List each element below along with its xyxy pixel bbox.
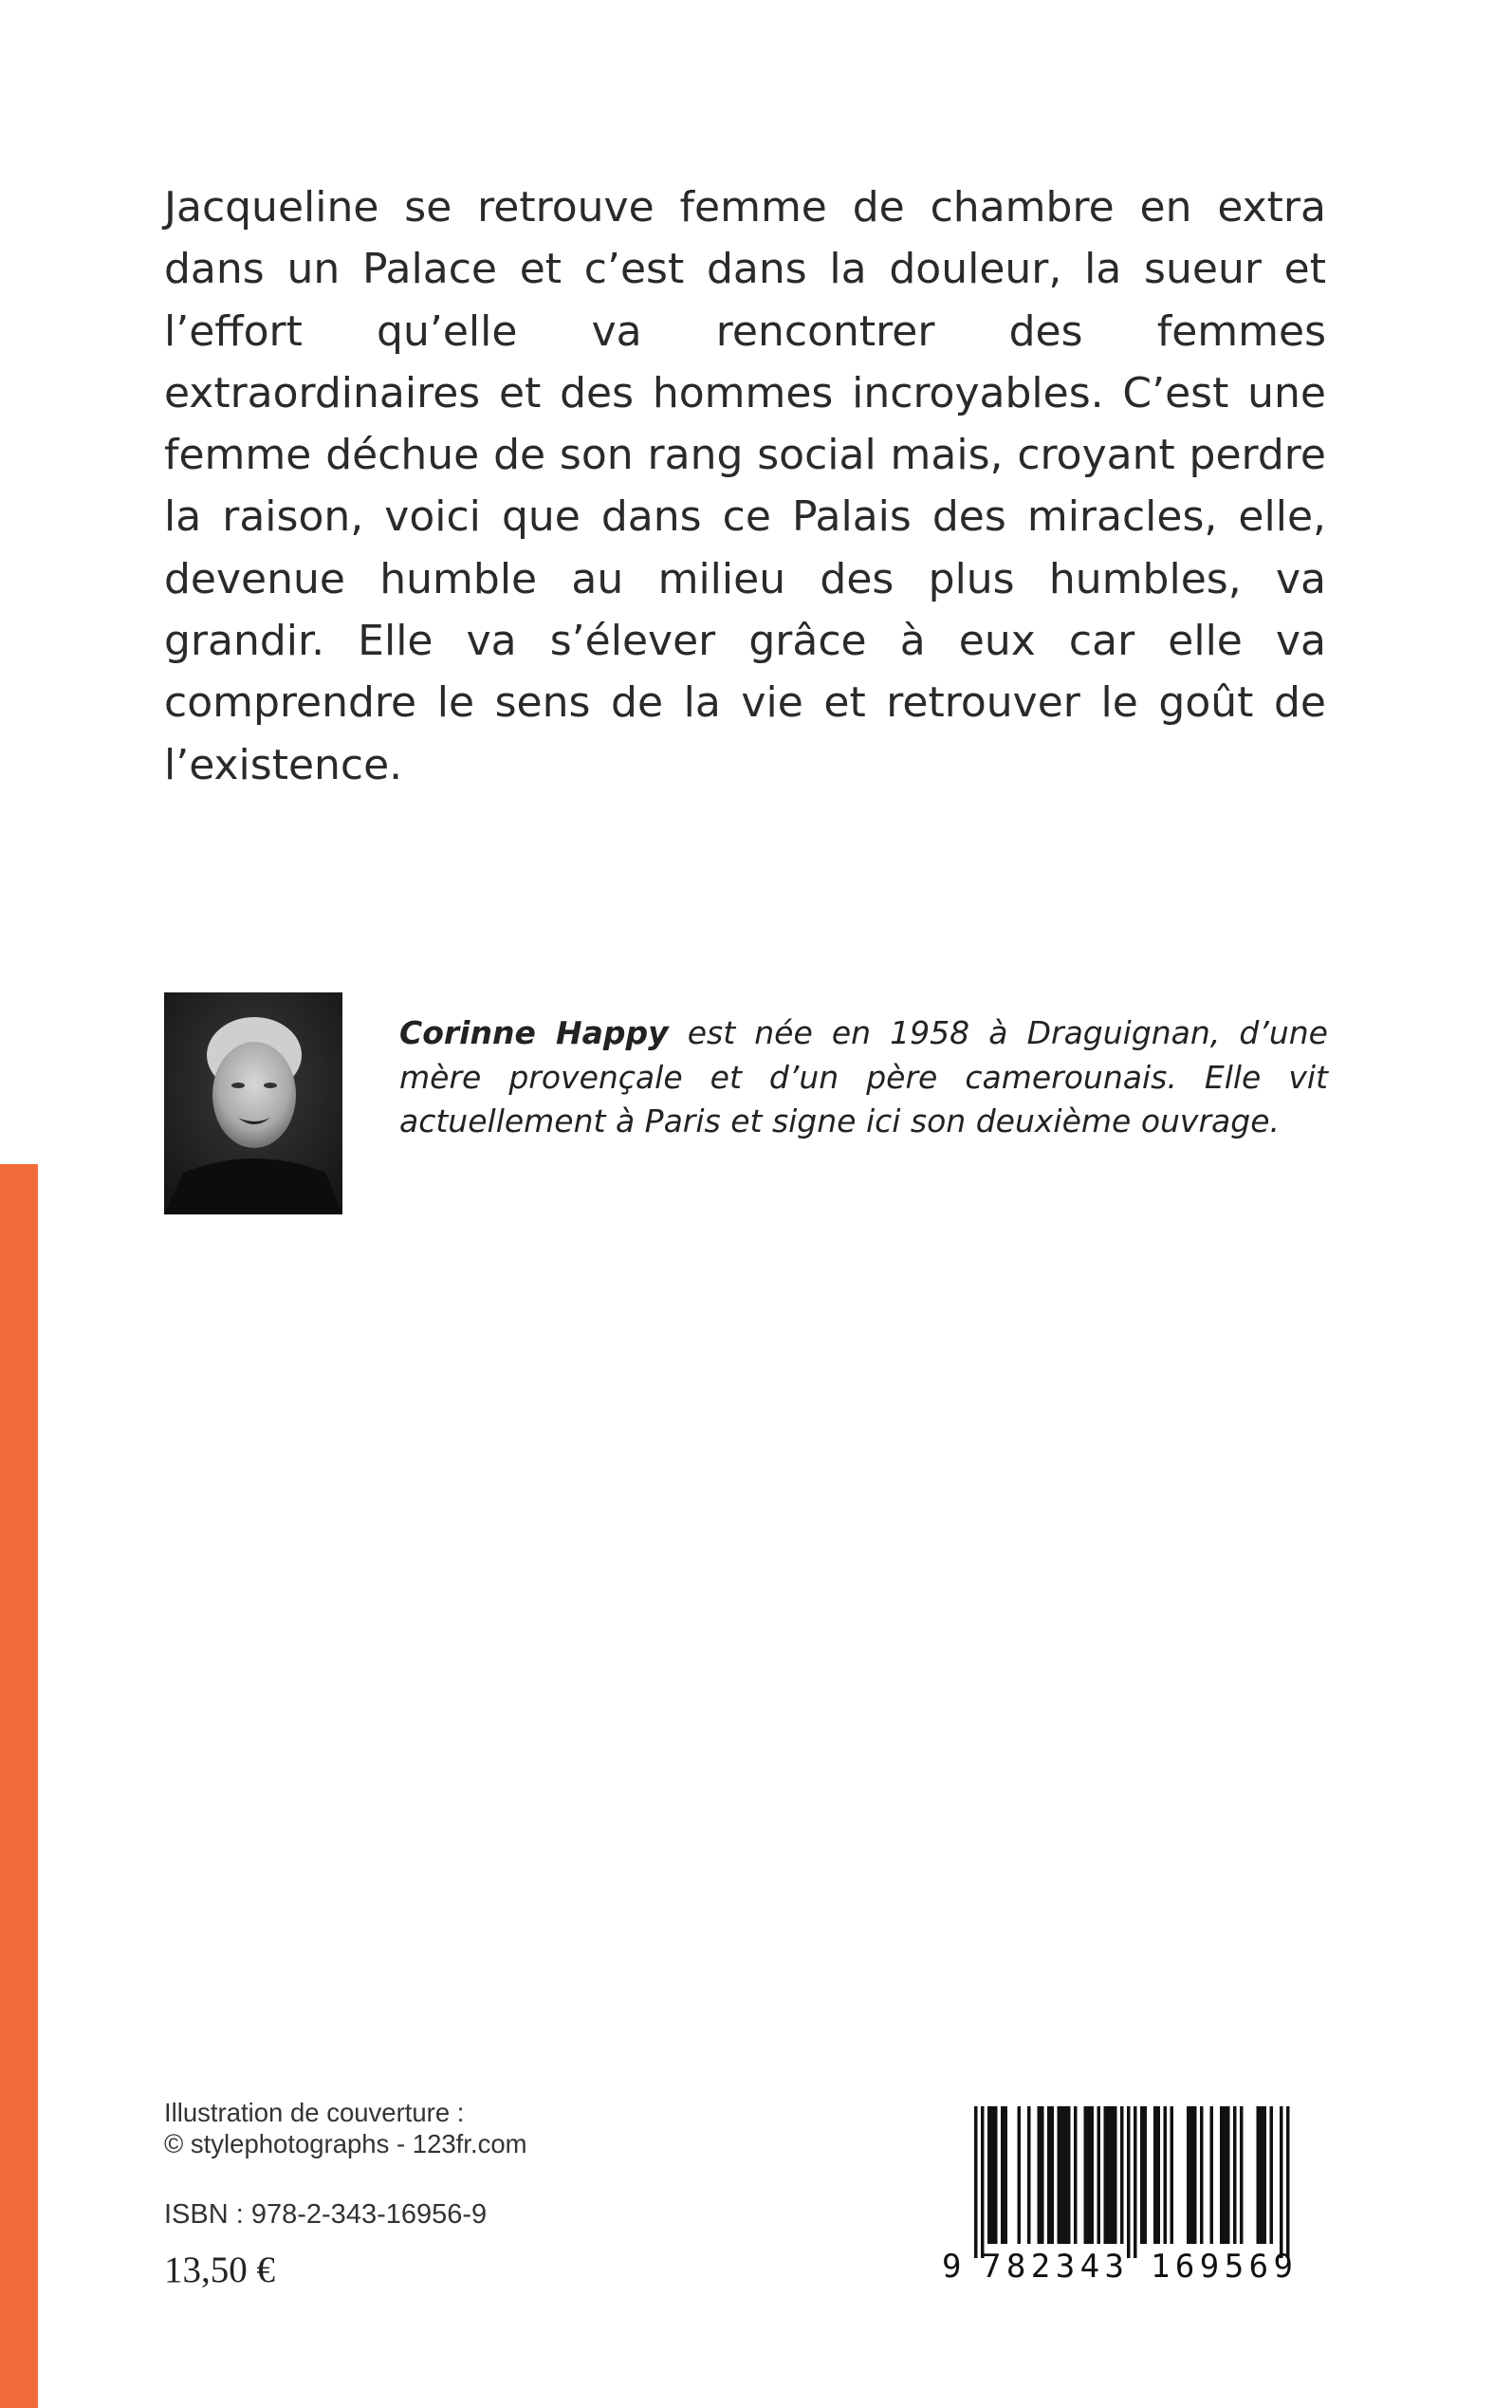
barcode-bar bbox=[1038, 2106, 1042, 2244]
barcode-bar bbox=[1240, 2106, 1244, 2244]
author-bio-text: est née en 1958 à Draguignan, d’une mère provençale et d’un père camerounais. Elle vit actuellement à Paris et signe ici son deuxième ouvrage. bbox=[399, 1014, 1328, 1139]
barcode-bar bbox=[1084, 2106, 1088, 2244]
barcode-bar bbox=[1171, 2106, 1174, 2244]
barcode-bar bbox=[1120, 2106, 1124, 2244]
barcode-bar bbox=[1041, 2106, 1044, 2244]
barcode-bar bbox=[1157, 2106, 1161, 2244]
barcode-bar bbox=[1051, 2106, 1055, 2244]
barcode-bar bbox=[1091, 2106, 1095, 2244]
barcode-bar bbox=[1134, 2106, 1137, 2258]
barcode-bar bbox=[1200, 2106, 1204, 2244]
barcode-bar bbox=[1210, 2106, 1214, 2244]
barcode-bar bbox=[1280, 2106, 1283, 2258]
barcode-bar bbox=[994, 2106, 998, 2244]
barcode-bar bbox=[1104, 2106, 1108, 2244]
barcode-bar bbox=[1260, 2106, 1263, 2244]
author-photo bbox=[164, 992, 342, 1214]
barcode-bar bbox=[1067, 2106, 1071, 2244]
barcode-bar bbox=[1193, 2106, 1197, 2244]
barcode-bar bbox=[1187, 2106, 1190, 2244]
orange-spine-strip bbox=[0, 1164, 38, 2408]
barcode-bar bbox=[991, 2106, 995, 2244]
cover-credits bbox=[164, 2097, 695, 2159]
isbn-number: ISBN : 978-2-343-16956-9 bbox=[164, 2199, 488, 2230]
barcode-bar bbox=[1226, 2106, 1230, 2244]
credits-line-2: © stylephotographs - 123fr.com bbox=[164, 2129, 527, 2158]
price: 13,50 € bbox=[164, 2250, 275, 2290]
barcode-bar bbox=[1097, 2106, 1101, 2244]
barcode-bar bbox=[1058, 2106, 1061, 2244]
barcode-bar bbox=[1164, 2106, 1168, 2244]
barcode-bar bbox=[1257, 2106, 1261, 2244]
isbn-barcode bbox=[934, 2106, 1323, 2282]
barcode-bar bbox=[1233, 2106, 1237, 2244]
barcode-group-2: 169569 bbox=[1151, 2248, 1293, 2282]
barcode-group-1: 782343 bbox=[982, 2248, 1124, 2282]
barcode-bar bbox=[987, 2106, 991, 2244]
barcode-first-digit: 9 bbox=[942, 2248, 962, 2282]
barcode-bar bbox=[1224, 2106, 1227, 2244]
credits-line-1: Illustration de couverture : bbox=[164, 2098, 465, 2127]
barcode-bar bbox=[981, 2106, 985, 2258]
barcode-bar bbox=[1190, 2106, 1194, 2244]
barcode-bar bbox=[1286, 2106, 1290, 2258]
author-name: Corinne Happy bbox=[399, 1014, 669, 1051]
author-bio bbox=[399, 1011, 1328, 1144]
barcode-bar bbox=[1144, 2106, 1148, 2244]
barcode-bar bbox=[1111, 2106, 1115, 2244]
barcode-bar bbox=[1140, 2106, 1144, 2244]
barcode-bar bbox=[1107, 2106, 1111, 2244]
barcode-bar bbox=[1064, 2106, 1068, 2244]
barcode-bar bbox=[1074, 2106, 1078, 2244]
barcode-bar bbox=[1263, 2106, 1267, 2244]
barcode-bar bbox=[1027, 2106, 1031, 2244]
author-portrait-icon bbox=[164, 992, 342, 1214]
barcode-bar bbox=[1060, 2106, 1064, 2244]
barcode-bar bbox=[974, 2106, 978, 2258]
barcode-bar bbox=[1087, 2106, 1091, 2244]
back-cover-blurb: Jacqueline se retrouve femme de chambre en extra dans un Palace et c’est dans la douleur, la sueur et l’effort qu’elle va rencontrer des femmes extraordinaires et des hommes incroyables. C’est une femme déchue de son rang social mais, croyant perdre la raison, voici que dans ce Palais des miracles, elle, devenue humble au milieu des plus humbles, va grandir. Elle va s’élever grâce à eux car elle va comprendre le sens de la vie et retrouver le goût de l’existence. bbox=[164, 183, 1326, 789]
barcode-bar bbox=[1018, 2106, 1022, 2244]
barcode-bar bbox=[1270, 2106, 1274, 2244]
barcode-bar bbox=[1001, 2106, 1005, 2244]
barcode-bar bbox=[1153, 2106, 1157, 2244]
barcode-bar bbox=[1005, 2106, 1008, 2244]
barcode-bar bbox=[1114, 2106, 1117, 2244]
barcode-bar bbox=[1127, 2106, 1131, 2258]
barcode-bar bbox=[1047, 2106, 1051, 2244]
barcode-bar bbox=[1220, 2106, 1224, 2244]
